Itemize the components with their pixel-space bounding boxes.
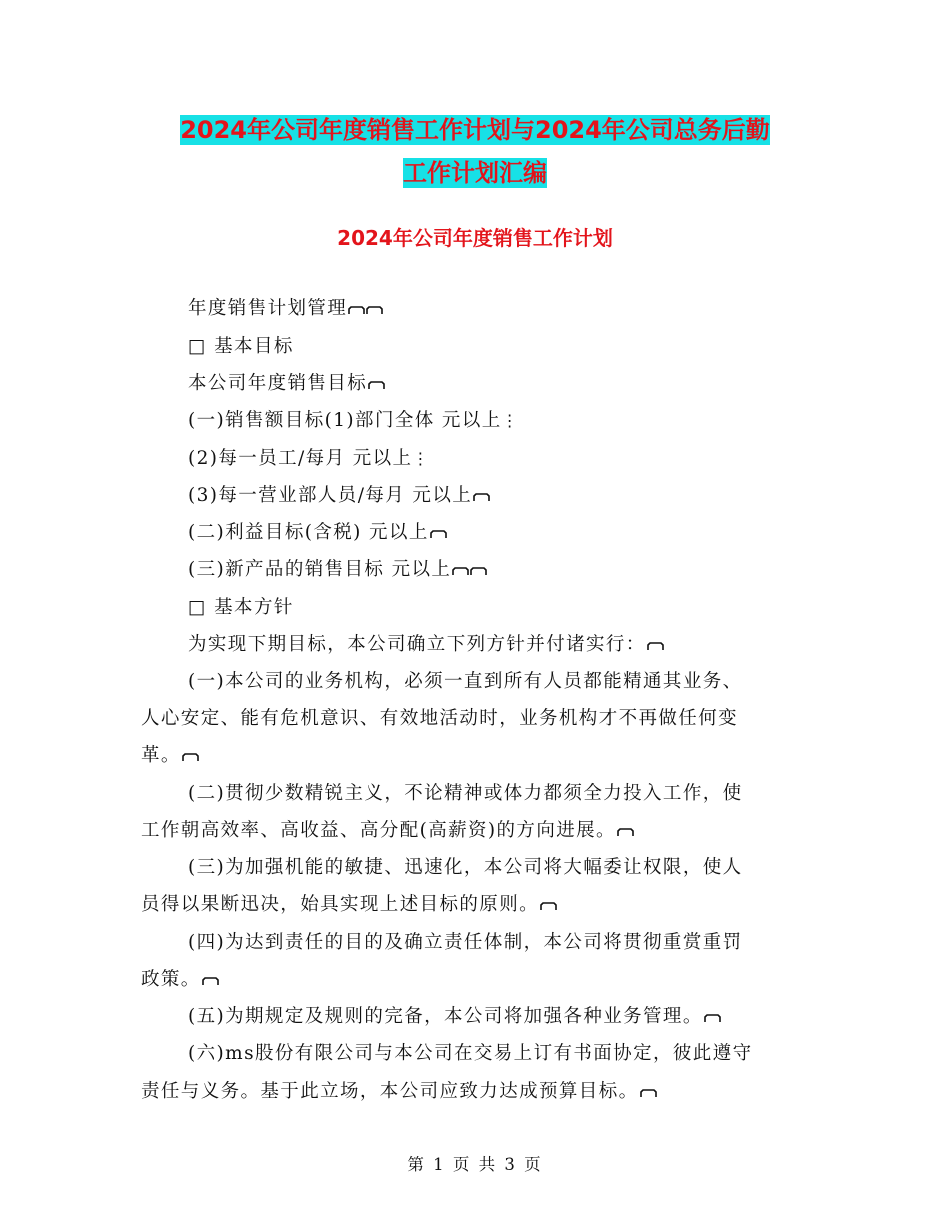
paragraph-line: (四)为达到责任的目的及确立责任体制，本公司将贯彻重赏重罚 bbox=[188, 932, 743, 953]
text-line: (三)新产品的销售目标 元以上 bbox=[188, 555, 487, 585]
paragraph-mark-icon bbox=[640, 1089, 657, 1098]
text-line: 为实现下期目标，本公司确立下列方针并付诸实行： bbox=[188, 630, 664, 660]
text-line: (二)利益目标(含税) 元以上 bbox=[188, 518, 447, 548]
text-line: □ 基本方针 bbox=[188, 597, 294, 618]
paragraph-line: (五)为期规定及规则的完备，本公司将加强各种业务管理。 bbox=[188, 1002, 721, 1032]
paragraph-mark-icon bbox=[430, 530, 447, 539]
paragraph-mark-icon bbox=[202, 977, 219, 986]
paragraph-line: 革。 bbox=[141, 741, 199, 771]
text-line: (一)销售额目标(1)部门全体 元以上⋮ bbox=[188, 406, 512, 436]
paragraph-mark-icon bbox=[617, 828, 634, 837]
section-title: 2024年公司年度销售工作计划 bbox=[337, 226, 613, 250]
text-line: □ 基本目标 bbox=[188, 336, 294, 357]
paragraph-line: 责任与义务。基于此立场，本公司应致力达成预算目标。 bbox=[141, 1077, 657, 1107]
document-title-line-2: 工作计划汇编 bbox=[403, 159, 547, 187]
paragraph-line: 人心安定、能有危机意识、有效地活动时，业务机构才不再做任何变 bbox=[141, 708, 739, 729]
paragraph-mark-icon bbox=[182, 753, 199, 762]
paragraph-mark-icon bbox=[366, 306, 383, 315]
text-line: 本公司年度销售目标 bbox=[188, 369, 385, 399]
paragraph-line: (三)为加强机能的敏捷、迅速化，本公司将大幅委让权限，使人 bbox=[188, 857, 743, 878]
paragraph-mark-icon bbox=[452, 567, 469, 576]
paragraph-mark-icon bbox=[473, 493, 490, 502]
paragraph-mark-icon bbox=[348, 306, 365, 315]
paragraph-line: (二)贯彻少数精锐主义，不论精神或体力都须全力投入工作，使 bbox=[188, 783, 743, 804]
page-footer: 第 1 页 共 3 页 bbox=[407, 1155, 543, 1174]
text-line: (2)每一员工/每月 元以上⋮ bbox=[188, 444, 422, 474]
text-line: (3)每一营业部人员/每月 元以上 bbox=[188, 481, 490, 511]
paragraph-mark-icon bbox=[704, 1014, 721, 1023]
document-title-line-1: 2024年公司年度销售工作计划与2024年公司总务后勤 bbox=[180, 116, 770, 144]
paragraph-line: 员得以果断迅决，始具实现上述目标的原则。 bbox=[141, 890, 557, 920]
paragraph-mark-icon bbox=[540, 902, 557, 911]
paragraph-line: (六)ms股份有限公司与本公司在交易上订有书面协定，彼此遵守 bbox=[188, 1043, 753, 1064]
line-break-mark-icon: ⋮ bbox=[501, 411, 520, 430]
paragraph-mark-icon bbox=[368, 381, 385, 390]
paragraph-line: 政策。 bbox=[141, 965, 219, 995]
text-line: 年度销售计划管理 bbox=[188, 294, 383, 324]
paragraph-line: 工作朝高效率、高收益、高分配(高薪资)的方向进展。 bbox=[141, 816, 634, 846]
paragraph-mark-icon bbox=[470, 567, 487, 576]
line-break-mark-icon: ⋮ bbox=[412, 449, 430, 468]
paragraph-line: (一)本公司的业务机构，必须一直到所有人员都能精通其业务、 bbox=[188, 671, 743, 692]
paragraph-mark-icon bbox=[647, 642, 664, 651]
